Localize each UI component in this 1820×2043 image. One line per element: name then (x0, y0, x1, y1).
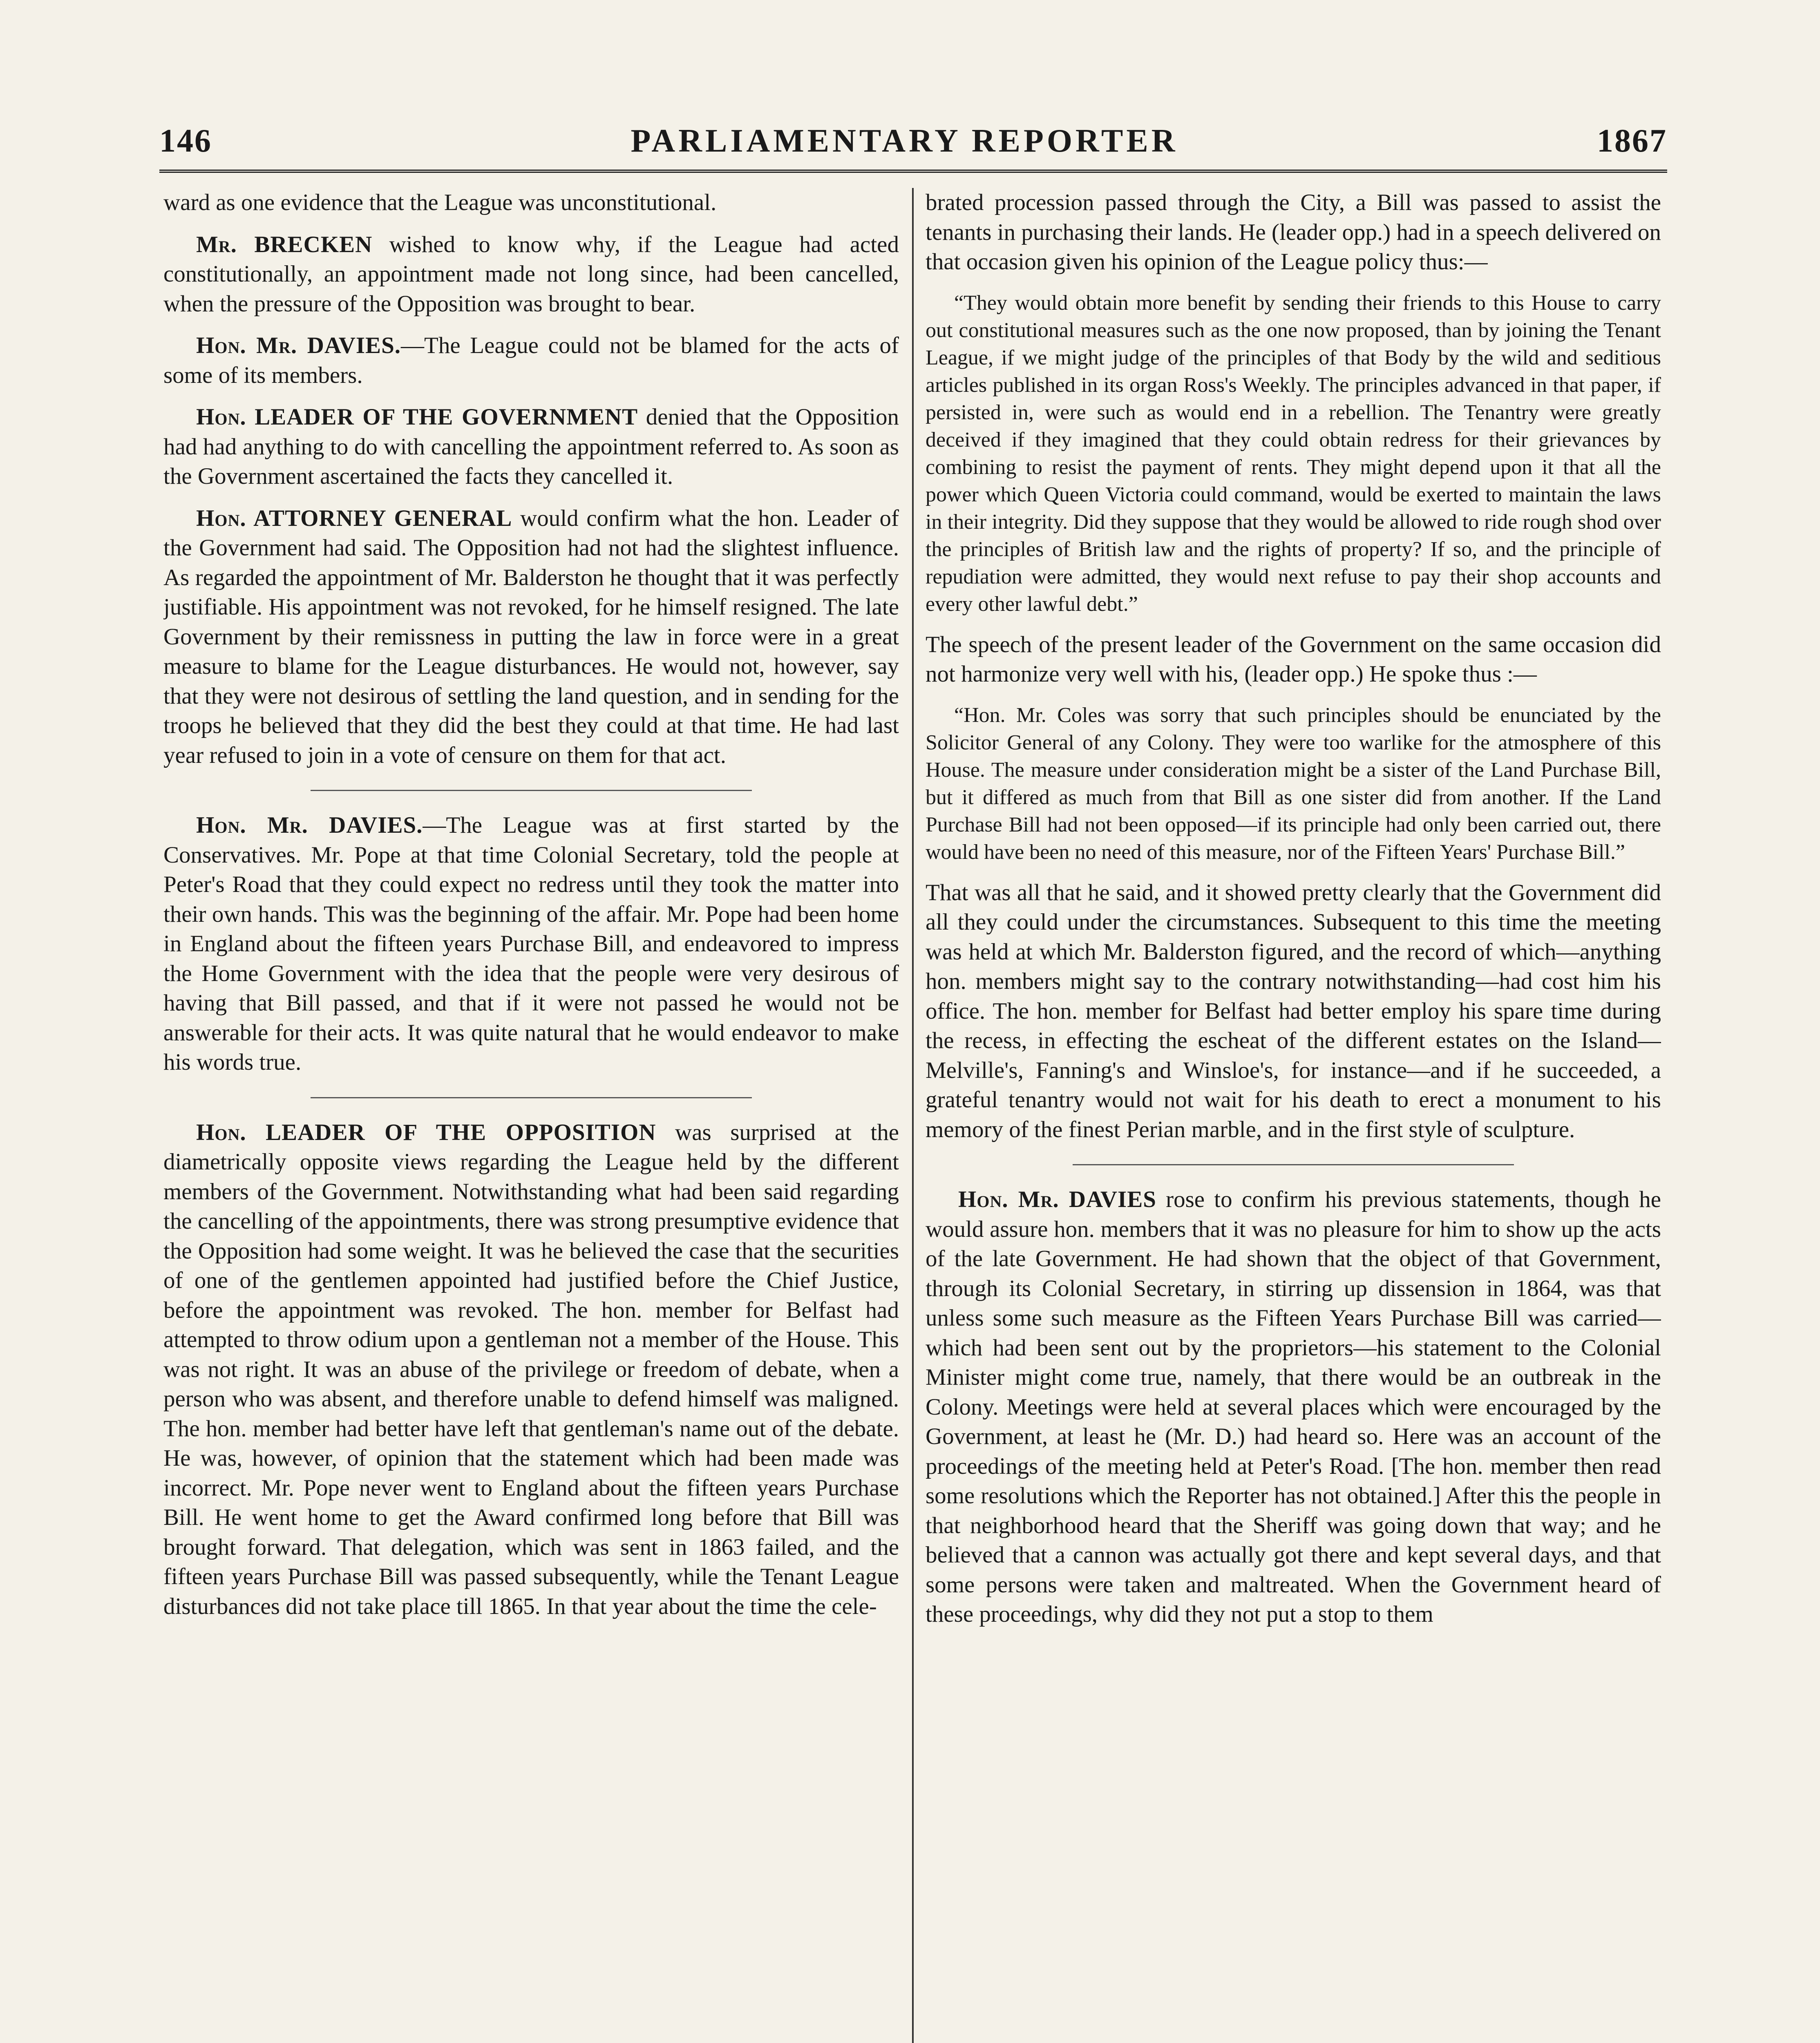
paragraph-text: brated procession passed through the City, a Bill was passed to assist the tenants in purchasing their lands. He (leader opp.) had in a speech delivered on that occasion given his opinion of the League policy thus:— (926, 190, 1661, 275)
right-column (926, 188, 1661, 2043)
paragraph-text: rose to confirm his previous statements, though he would assure hon. members that it was no pleasure for him to show up the acts of the late Government. He had shown that the object of that Government, through its Colonial Secretary, in stirring up dissension in 1864, was that unless some such measure as the Fifteen Years Purchase Bill was carried—which had been sent out by the proprietors—his statement to the Colonial Minister might come true, namely, that there would be an outbreak in the Colony. Meetings were held at several places which were encouraged by the Government, at least he (Mr. D.) had heard so. Here was an account of the proceedings of the meeting held at Peter's Road. [The hon. member then read some resolutions which the Reporter has not obtained.] After this the people in that neighborhood heard that the Sheriff was going down that way; and he believed that a cannon was actually got there and kept several days, and that some persons were taken and maltreated. When the Government heard of these proceedings, why did they not put a stop to them (926, 1187, 1661, 1627)
paragraph (163, 402, 899, 492)
paragraph (926, 878, 1661, 1145)
paragraph (163, 1118, 899, 1622)
paragraph-text: denied that the Opposition had had anything to do with cancelling the appointment referred to. As soon as the Government ascertained the facts they cancelled it. (163, 404, 899, 489)
publication-title: PARLIAMENTARY REPORTER (631, 123, 1178, 159)
section-separator (1073, 1164, 1514, 1165)
paragraph-text: would confirm what the hon. Leader of the Government had said. The Opposition had not had the slightest influence. As regarded the appointment of Mr. Balderston he thought that it was perfectly justifiable. His appointment was not revoked, for he himself resigned. The late Government by their remissness in putting the law in force were in a great measure to blame for the League disturbances. He would not, however, say that they were not desirous of settling the land question, and in sending for the troops he believed that they did the best they could at that time. He had last year refused to join in a vote of censure on them for that act. (163, 505, 899, 768)
paragraph (163, 331, 899, 390)
paragraph-text: “They would obtain more benefit by sending their friends to this House to carry out constitutional measures such as the one now proposed, than by joining the Tenant League, if we might judge of the principles of that Body by the wild and seditious articles published in its organ Ross's Weekly. The principles advanced in that paper, if persisted in, were such as would end in a rebellion. The Tenantry were greatly deceived if they imagined that they could obtain redress for their grievances by combining to resist the payment of rents. They might depend upon it that all the power which Queen Victoria could command, would be exerted to maintain the laws in their integrity. Did they suppose that they would be allowed to ride rough shod over the principles of British law and the rights of property? If so, and the principle of repudiation were admitted, they would next refuse to pay their shop accounts and every other lawful debt.” (926, 291, 1661, 616)
page-year: 1867 (1597, 123, 1667, 159)
quoted-passage (926, 702, 1661, 866)
speaker-name: Mr. BRECKEN (196, 231, 373, 257)
speaker-name: Hon. Mr. DAVIES (958, 1187, 1156, 1212)
paragraph (926, 1185, 1661, 1629)
paragraph (163, 504, 899, 771)
paragraph-text: —The League was at first started by the Conservatives. Mr. Pope at that time Colonial Secretary, told the people at Peter's Road that they could expect no redress until they took the matter into their own hands. This was the beginning of the affair. Mr. Pope had been home in England about the fifteen years Purchase Bill, and endeavored to impress the Home Government with the idea that the people were very desirous of having that Bill passed, and that if it were not passed he would not be answerable for their acts. It was quite natural that he would endeavor to make his words true. (163, 812, 899, 1075)
paragraph (926, 630, 1661, 689)
speaker-name: Hon. LEADER OF THE GOVERNMENT (196, 404, 638, 430)
paragraph-text: The speech of the present leader of the Government on the same occasion did not harmonize very well with his, (leader opp.) He spoke thus :— (926, 631, 1661, 687)
paragraph-text: “Hon. Mr. Coles was sorry that such principles should be enunciated by the Solicitor General of any Colony. They were too warlike for the atmosphere of this House. The measure under consideration might be a sister of the Land Purchase Bill, but it differed as much from that Bill as one sister did from another. If the Land Purchase Bill had not been opposed—if its principle had only been carried out, there would have been no need of this measure, nor of the Fifteen Years' Purchase Bill.” (926, 703, 1661, 864)
paragraph (163, 188, 899, 218)
speaker-name: Hon. ATTORNEY GENERAL (196, 505, 512, 531)
paragraph-text: wished to know why, if the League had acted constitutionally, an appointment made not long since, had been cancelled, when the pressure of the Opposition was brought to bear. (163, 231, 899, 317)
page-number: 146 (159, 123, 212, 159)
header-rule (159, 170, 1667, 173)
paragraph-text: —The League could not be blamed for the acts of some of its members. (163, 333, 899, 388)
section-separator (311, 1097, 752, 1098)
left-column (163, 188, 899, 2043)
paragraph (163, 811, 899, 1077)
paragraph (926, 188, 1661, 277)
column-divider (912, 188, 914, 2043)
speaker-name: Hon. Mr. DAVIES. (196, 812, 423, 838)
speaker-name: Hon. LEADER OF THE OPPOSITION (196, 1119, 656, 1145)
paragraph-text: ward as one evidence that the League was unconstitutional. (163, 190, 717, 215)
paragraph (163, 230, 899, 319)
page-header (159, 123, 1667, 168)
quoted-passage (926, 289, 1661, 618)
speaker-name: Hon. Mr. DAVIES. (196, 333, 401, 358)
section-separator (311, 790, 752, 791)
paragraph-text: That was all that he said, and it showed pretty clearly that the Government did all they could under the circumstances. Subsequent to this time the meeting was held at which Mr. Balderston figured, and the record of which—anything hon. members might say to the contrary notwithstanding—had cost him his office. The hon. member for Belfast had better employ his spare time during the recess, in effecting the escheat of the different estates on the Island—Melville's, Fanning's and Winsloe's, for instance—and if he succeeded, a grateful tenantry would not wait for his death to erect a monument to his memory of the finest Perian marble, and in the first style of sculpture. (926, 879, 1661, 1142)
paragraph-text: was surprised at the diametrically opposite views regarding the League held by the different members of the Government. Notwithstanding what had been said regarding the cancelling of the appointments, there was strong presumptive evidence that the Opposition had some weight. It was he believed the case that the securities of one of the gentlemen appointed had justified before the Chief Justice, before the appointment was revoked. The hon. member for Belfast had attempted to throw odium upon a gentleman not a member of the House. This was not right. It was an abuse of the privilege or freedom of debate, when a person who was absent, and therefore unable to defend himself was maligned. The hon. member had better have left that gentleman's name out of the debate. He was, however, of opinion that the statement which had been made was incorrect. Mr. Pope never went to England about the fifteen years Purchase Bill. He went home to get the Award confirmed long before that Bill was brought forward. That delegation, which was sent in 1863 failed, and the fifteen years Purchase Bill was passed subsequently, while the Tenant League disturbances did not take place till 1865. In that year about the time the cele- (163, 1119, 899, 1619)
